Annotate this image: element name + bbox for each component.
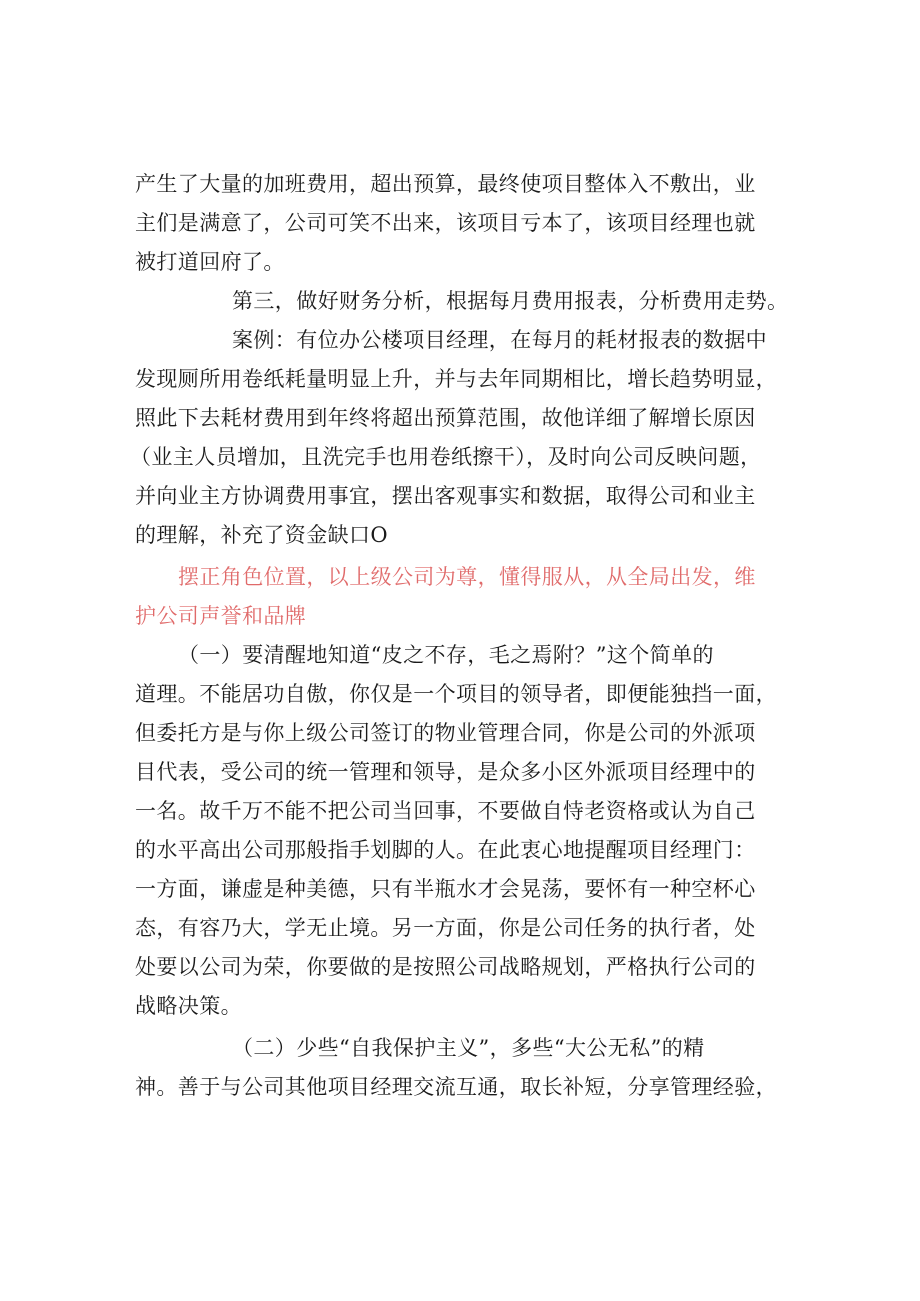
body-text-line: 但委托方是与你上级公司签订的物业管理合同，你是公司的外派项: [135, 721, 756, 745]
body-text-line: 产生了大量的加班费用，超出预算，最终使项目整体入不敷出，业: [135, 172, 756, 196]
body-text-line: 神。善于与公司其他项目经理交流互通，取长补短，分享管理经验，: [135, 1075, 777, 1099]
body-text-line: 发现厕所用卷纸耗量明显上升，并与去年同期相比，增长趋势明显，: [135, 367, 777, 391]
body-text-line: 被打道回府了。: [135, 250, 285, 274]
body-text-line: 并向业主方协调费用事宜，摆出客观事实和数据，取得公司和业主: [135, 484, 756, 508]
body-text-line: 一名。故千万不能不把公司当回事，不要做自恃老资格或认为自己: [135, 799, 756, 823]
body-text-line: 照此下去耗材费用到年终将超出预算范围，故他详细了解增长原因: [135, 406, 756, 430]
body-text-line: 主们是满意了，公司可笑不出来，该项目亏本了，该项目经理也就: [135, 211, 756, 235]
section-heading-continued: 护公司声誉和品牌: [135, 604, 307, 628]
case-study-line: 案例：有位办公楼项目经理，在每月的耗材报表的数据中: [232, 328, 767, 352]
section-point-three: 第三，做好财务分析，根据每月费用报表，分析费用走势。: [232, 289, 789, 313]
section-heading: 摆正角色位置，以上级公司为尊，懂得服从，从全局出发，维: [178, 565, 756, 589]
subsection-one: （一）要清醒地知道“皮之不存，毛之焉附？”这个简单的: [178, 643, 714, 667]
body-text-line: 的水平高出公司那般指手划脚的人。在此衷心地提醒项目经理门：: [135, 838, 756, 862]
body-text-line: 一方面，谦虚是种美德，只有半瓶水才会晃荡，要怀有一种空杯心: [135, 877, 756, 901]
subsection-two: （二）少些“自我保护主义”，多些“大公无私”的精: [232, 1036, 705, 1060]
body-text-line: 道理。不能居功自傲，你仅是一个项目的领导者，即便能独挡一面，: [135, 682, 777, 706]
body-text-line: 目代表，受公司的统一管理和领导，是众多小区外派项目经理中的: [135, 760, 756, 784]
body-text-line: 处要以公司为荣，你要做的是按照公司战略规划，严格执行公司的: [135, 955, 756, 979]
body-text-line: （业主人员增加，且洗完手也用卷纸擦干），及时向公司反映问题，: [130, 445, 762, 469]
body-text-line: 态，有容乃大，学无止境。另一方面，你是公司任务的执行者，处: [135, 916, 756, 940]
body-text-line: 战略决策。: [135, 994, 242, 1018]
body-text-line: 的理解，补充了资金缺口O: [135, 523, 389, 547]
